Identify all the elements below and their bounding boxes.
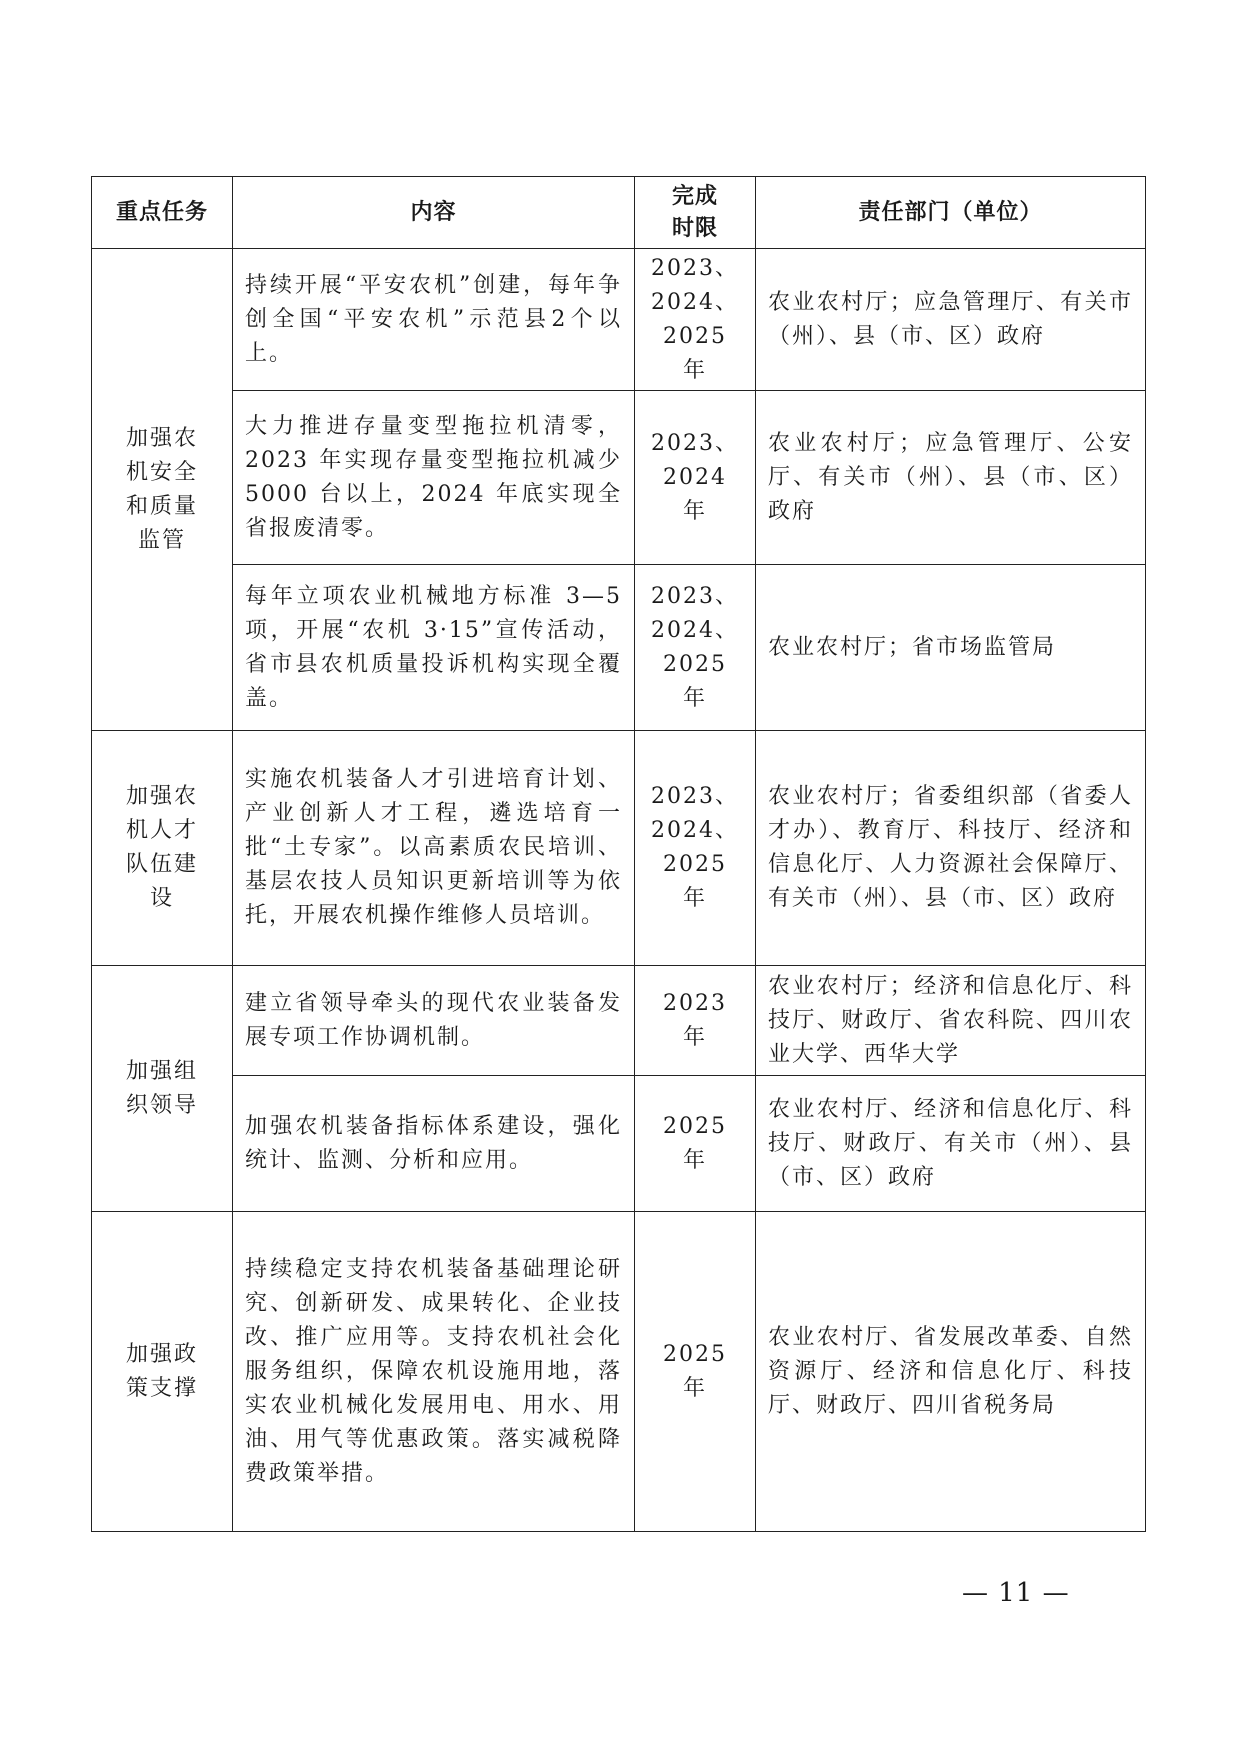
table-row xyxy=(92,1076,1146,1212)
deadline-cell: 2023、 2024、 2025 年 xyxy=(635,249,756,391)
task-table xyxy=(91,176,1146,1532)
content-cell: 持续开展“平安农机”创建，每年争创全国“平安农机”示范县2个以上。 xyxy=(233,249,635,391)
table-row xyxy=(92,1212,1146,1532)
page-number: — 11 — xyxy=(962,1578,1070,1608)
department-cell: 农业农村厅、省发展改革委、自然资源厅、经济和信息化厅、科技厅、财政厅、四川省税务局 xyxy=(756,1212,1146,1532)
deadline-cell: 2023 年 xyxy=(635,966,756,1076)
department-cell: 农业农村厅；省委组织部（省委人才办）、教育厅、科技厅、经济和信息化厅、人力资源社会保障厅、有关市（州）、县（市、区）政府 xyxy=(756,731,1146,966)
content-cell: 建立省领导牵头的现代农业装备发展专项工作协调机制。 xyxy=(233,966,635,1076)
table-row xyxy=(92,249,1146,391)
deadline-cell: 2025 年 xyxy=(635,1076,756,1212)
content-cell: 大力推进存量变型拖拉机清零，2023 年实现存量变型拖拉机减少 5000 台以上，2024 年底实现全省报废清零。 xyxy=(233,391,635,565)
content-cell: 每年立项农业机械地方标准 3—5 项，开展“农机 3·15”宣传活动，省市县农机质量投诉机构实现全覆盖。 xyxy=(233,565,635,731)
table-row xyxy=(92,966,1146,1076)
deadline-cell: 2023、 2024、 2025 年 xyxy=(635,565,756,731)
deadline-cell: 2025 年 xyxy=(635,1212,756,1532)
task-cell: 加强政策支撑 xyxy=(92,1212,233,1532)
task-cell: 加强农机安全和质量监管 xyxy=(92,249,233,731)
task-cell: 加强组织领导 xyxy=(92,966,233,1212)
task-cell: 加强农机人才队伍建设 xyxy=(92,731,233,966)
table-row xyxy=(92,565,1146,731)
department-cell: 农业农村厅；省市场监管局 xyxy=(756,565,1146,731)
header-task: 重点任务 xyxy=(92,177,233,249)
deadline-cell: 2023、 2024、 2025 年 xyxy=(635,731,756,966)
header-deadline: 完成 时限 xyxy=(635,177,756,249)
department-cell: 农业农村厅；经济和信息化厅、科技厅、财政厅、省农科院、四川农业大学、西华大学 xyxy=(756,966,1146,1076)
table-row xyxy=(92,391,1146,565)
content-cell: 加强农机装备指标体系建设，强化统计、监测、分析和应用。 xyxy=(233,1076,635,1212)
department-cell: 农业农村厅；应急管理厅、公安厅、有关市（州）、县（市、区）政府 xyxy=(756,391,1146,565)
deadline-cell: 2023、 2024 年 xyxy=(635,391,756,565)
header-department: 责任部门（单位） xyxy=(756,177,1146,249)
department-cell: 农业农村厅；应急管理厅、有关市（州）、县（市、区）政府 xyxy=(756,249,1146,391)
content-cell: 持续稳定支持农机装备基础理论研究、创新研发、成果转化、企业技改、推广应用等。支持农机社会化服务组织，保障农机设施用地，落实农业机械化发展用电、用水、用油、用气等优惠政策。落实减税降费政策举措。 xyxy=(233,1212,635,1532)
table-header-row xyxy=(92,177,1146,249)
table-row xyxy=(92,731,1146,966)
content-cell: 实施农机装备人才引进培育计划、产业创新人才工程，遴选培育一批“土专家”。以高素质农民培训、基层农技人员知识更新培训等为依托，开展农机操作维修人员培训。 xyxy=(233,731,635,966)
header-content: 内容 xyxy=(233,177,635,249)
department-cell: 农业农村厅、经济和信息化厅、科技厅、财政厅、有关市（州）、县（市、区）政府 xyxy=(756,1076,1146,1212)
